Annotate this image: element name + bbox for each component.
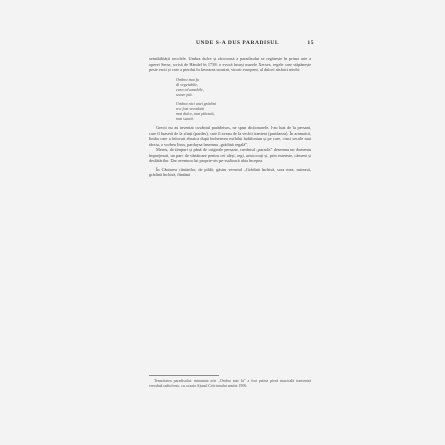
footnote: Tenacitatea paradisului: minunata arie „Ombra mai fu” a fost prima piesă muzicală transmisă vreodată radiofonic, cu ocazia Ajunul Crăciunului anului 1906. bbox=[149, 379, 311, 388]
verse-original bbox=[176, 77, 311, 97]
verse-translation bbox=[176, 101, 311, 121]
verse-line: Ombra mai fu bbox=[176, 76, 199, 82]
footnote-rule bbox=[149, 375, 219, 376]
running-title: UNDE S-A DUS PARADISUL bbox=[196, 40, 280, 46]
paragraph-4: În Cântarea cântărilor, de pildă, găsim versetul „Grădină închisă, sora mea, mireasă, grădină închisă, fântână bbox=[149, 166, 311, 178]
paragraph-2: Grecii nu au inventat cuvântul paràdeisos, ne spun dicționarele, l-au luat de la persani, care îl luaseră de la sfinți (pardes), care îl aveau de la vechii iranieni (paridaeza). În aramaică, limba care a înlocuit ebraica după încheierea exilului babilonian și pe care, cinci secole mai târziu, o vorbea Iisus, pardaysa însemna „grădină regală”. bbox=[149, 125, 311, 147]
verse-line: soave più. bbox=[176, 91, 193, 97]
verse-line: cara ed amabile, bbox=[176, 86, 204, 92]
verse-line: mai suavă. bbox=[176, 116, 194, 122]
verse-line: di vegetabile, bbox=[176, 81, 199, 87]
verse-line: n-a fost vreodată bbox=[176, 105, 204, 111]
verse-line: mai dulce, mai plăcută, bbox=[176, 111, 215, 117]
page-body bbox=[149, 56, 311, 178]
paragraph-3: Mereu, de timpuri și până de originile persane, cuvântul „paradis” desemna un domeniu împrejmuit, un parc de vânătoare pentru cei aleși, regi, aristocrați și, prin extensie, cămeni și desfătărilor. Dar aventura lui proprie-zis pe-rsalizacă abia începea. bbox=[149, 147, 311, 164]
paragraph-1: sensibilității secolele. Umbra dulce și răcoroasă a paradisului se regăsește în prima arie a operei Serse, scrisă de Händel în 1738: o evocă însuși marele Xerxes, regele care stăpânește peste eroii și care a pierdut în favoarea noastră, vitorii europeni, al dulcei răsfoiri medii: bbox=[149, 56, 311, 72]
running-header bbox=[196, 40, 314, 46]
verse-line: Umbra nici unei grădini bbox=[176, 100, 216, 106]
page-number: 15 bbox=[307, 40, 314, 46]
